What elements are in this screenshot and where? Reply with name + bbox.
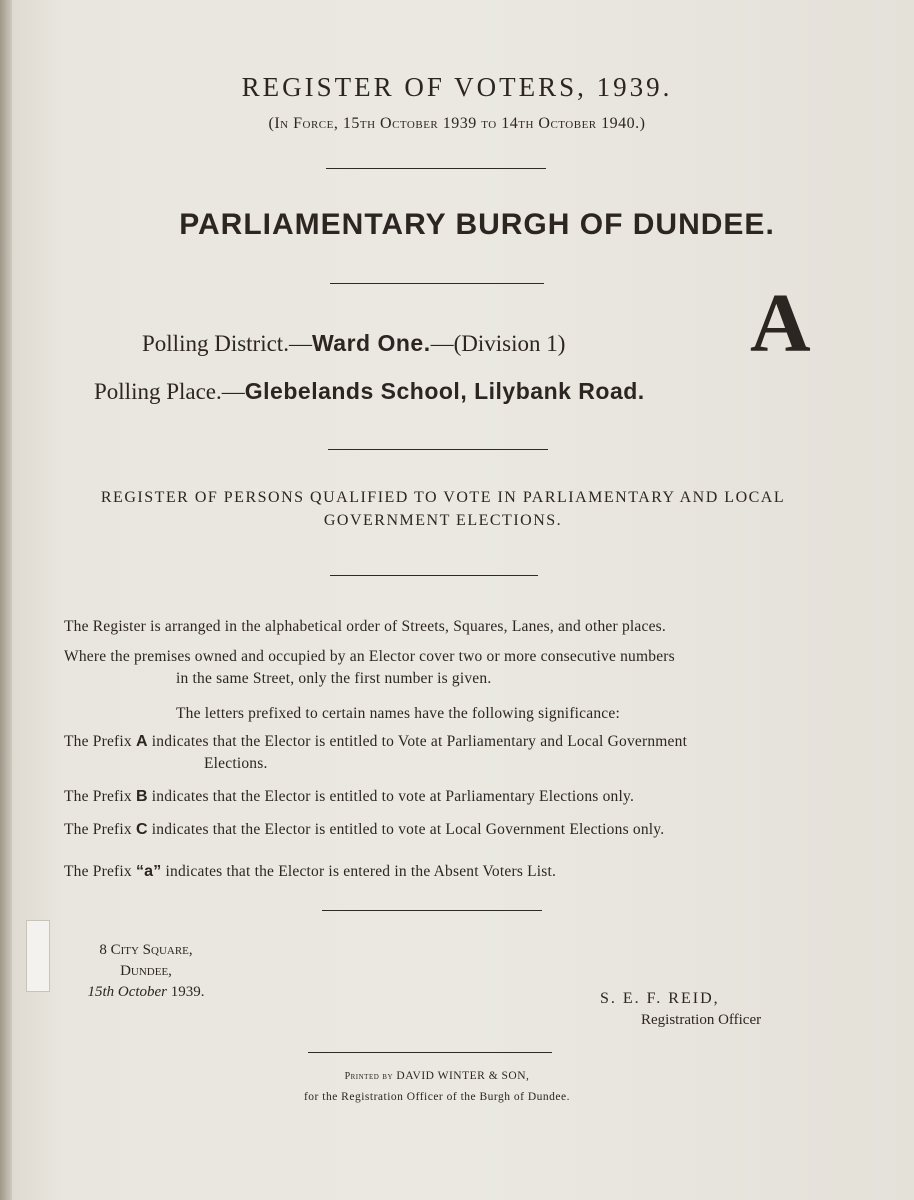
address-year: 1939. [170,984,205,1000]
prefix-letter: “a” [135,863,162,880]
prefix-text: indicates that the Elector is entered in the Absent Voters List. [165,863,557,880]
polling-place [94,378,645,405]
address-line1: 8 City Square, [99,942,193,958]
divider [328,449,548,450]
burgh-title: PARLIAMENTARY BURGH OF DUNDEE. [179,208,775,241]
prefix-letter: A [135,733,148,750]
polling-place-value: Glebelands School, Lilybank Road. [244,378,645,404]
prefix-a-note [64,731,687,775]
prefix-text: indicates that the Elector is entitled to vote at Local Government Elections only. [151,821,665,838]
prefix-letter: B [135,788,148,805]
prefix-b-note [64,786,634,808]
address-line2: Dundee, [120,963,172,979]
paper-tab [26,920,50,992]
note-premises-line1: Where the premises owned and occupied by an Elector cover two or more consecutive numbers [64,648,675,665]
prefix-lead: The Prefix [64,863,132,880]
polling-district [142,330,565,357]
prefix-text: indicates that the Elector is entitled to Vote at Parliamentary and Local Government [151,733,688,750]
document-page [10,0,914,1200]
register-heading [0,486,900,532]
polling-division: —(Division 1) [430,331,566,356]
page-edge-shadow [0,0,12,1200]
address-date: 15th October [87,984,168,1000]
prefix-text: indicates that the Elector is entitled to vote at Parliamentary Elections only. [151,788,635,805]
polling-place-label: Polling Place.— [94,379,245,404]
polling-district-value: Ward One. [311,330,431,356]
printer-name: DAVID WINTER & SON, [396,1070,530,1082]
note-premises-line2: in the same Street, only the first number is given. [176,670,492,687]
register-subtitle: (In Force, 15th October 1939 to 14th October 1940.) [268,115,646,132]
register-heading-line1: REGISTER OF PERSONS QUALIFIED TO VOTE IN PARLIAMENTARY AND LOCAL [100,489,786,506]
printer-imprint [0,1066,894,1107]
polling-letter: A [750,277,811,370]
printer-line2: for the Registration Officer of the Burgh of Dundee. [303,1091,571,1103]
divider [326,168,546,169]
note-prefix-intro: The letters prefixed to certain names have the following significance: [176,705,620,722]
office-address [60,940,232,1003]
printer-lead: Printed by [344,1071,394,1082]
prefix-lead: The Prefix [64,821,132,838]
register-heading-line2: GOVERNMENT ELECTIONS. [323,512,563,529]
register-title: REGISTER OF VOTERS, 1939. [241,72,673,102]
signatory-name: S. E. F. REID, [600,990,720,1007]
prefix-lead: The Prefix [64,733,132,750]
note-arrangement: The Register is arranged in the alphabetical order of Streets, Squares, Lanes, and other places. [64,618,666,635]
prefix-absent-note [64,861,556,883]
divider [322,910,542,911]
prefix-text-continued: Elections. [204,755,268,772]
divider [330,575,538,576]
prefix-c-note [64,819,664,841]
divider [308,1052,552,1053]
note-premises [64,646,675,690]
polling-district-label: Polling District.— [142,331,312,356]
prefix-letter: C [135,821,148,838]
prefix-lead: The Prefix [64,788,132,805]
divider [330,283,544,284]
signatory-title: Registration Officer [641,1012,762,1028]
